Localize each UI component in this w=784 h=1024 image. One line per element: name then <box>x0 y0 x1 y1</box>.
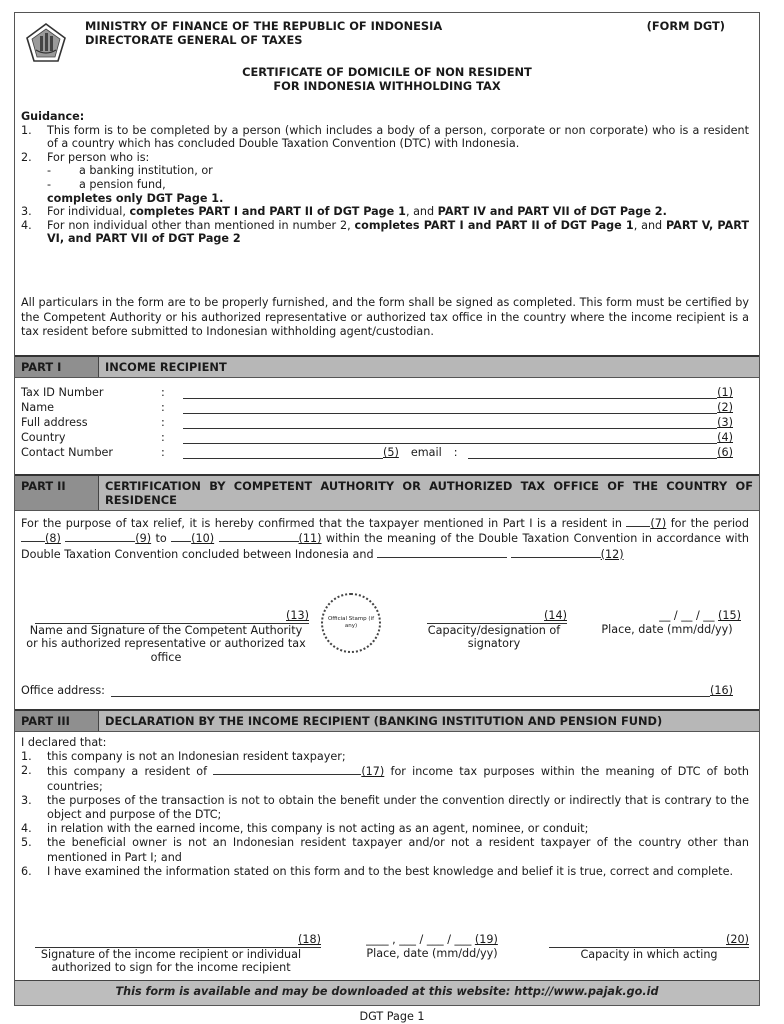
period-blank-10[interactable] <box>171 531 191 542</box>
item-text: this company a resident of (17) for income tax purposes within the meaning of DTC of both countries; <box>47 765 749 793</box>
declaration-item <box>21 794 749 822</box>
period-end-input[interactable] <box>219 531 299 542</box>
colon: : <box>161 416 165 429</box>
part3-label: PART III <box>15 711 99 731</box>
title-line-1: CERTIFICATE OF DOMICILE OF NON RESIDENT <box>242 65 532 79</box>
guidance-section <box>21 110 749 246</box>
field-number: (20) <box>726 933 749 946</box>
field-number: (13) <box>286 609 309 622</box>
page-number: DGT Page 1 <box>359 1010 425 1023</box>
statement-text: within the meaning of the Double Taxation Convention in accordance with Double Taxation Convention concluded between Indonesia and <box>21 532 749 561</box>
item-text: This form is to be completed by a person (which includes a body of a person, corporate or non corporate) who is a resident of a country which has concluded Double Taxation Convention (DTC) with Indonesia. <box>47 123 749 151</box>
capacity-acting <box>549 933 749 961</box>
statement-text: for the period <box>670 517 750 530</box>
field-label: Office address: <box>21 684 105 697</box>
part1-header <box>15 355 759 378</box>
signature-input[interactable] <box>35 609 309 624</box>
item-number: 2. <box>21 764 32 778</box>
part2-statement <box>21 516 749 562</box>
part1-title: INCOME RECIPIENT <box>105 360 227 374</box>
guidance-subitem: - a banking institution, or <box>47 164 213 178</box>
part2-label: PART II <box>15 476 99 510</box>
field-number: (19) <box>474 933 498 946</box>
item-text: in relation with the earned income, this company is not acting as an agent, nominee, or conduit; <box>47 822 589 836</box>
competent-authority-signature <box>23 609 309 664</box>
part3-declaration <box>21 736 749 879</box>
date-caption: Place, date (mm/dd/yy) <box>601 622 733 636</box>
item-number: 3. <box>21 205 32 219</box>
item-number: 4. <box>21 822 32 836</box>
item-text: For person who is: <box>47 150 150 164</box>
capacity-acting-input[interactable] <box>549 933 749 948</box>
recipient-date-input[interactable] <box>337 933 527 947</box>
item-number: 2. <box>21 150 32 164</box>
guidance-item <box>21 205 749 219</box>
part2-title: CERTIFICATION BY COMPETENT AUTHORITY OR AUTHORIZED TAX OFFICE OF THE COUNTRY OF RESIDENCE <box>105 479 753 507</box>
footer-note: This form is available and may be downloaded at this website: http://www.pajak.go.id <box>15 980 759 1005</box>
field-number: (3) <box>717 416 733 429</box>
item-text: For non individual other than mentioned in number 2, completes PART I and PART II of DGT Page 1, and PART V, PART VI, and PART VII of DGT Page 2 <box>47 218 750 246</box>
form-title <box>15 65 759 93</box>
guidance-subitem: - a pension fund, <box>47 177 166 191</box>
guidance-heading: Guidance: <box>21 110 85 123</box>
field-label: Name <box>21 401 55 414</box>
colon: : <box>161 401 165 414</box>
statement-text: For the purpose of tax relief, it is hereby confirmed that the taxpayer mentioned in Part I is a resident in <box>21 517 622 530</box>
item-number: 3. <box>21 793 32 807</box>
colon: : <box>161 446 165 459</box>
field-label: Country <box>21 431 66 444</box>
guidance-item <box>21 151 749 165</box>
country-input[interactable] <box>183 432 717 444</box>
field-tax-id <box>21 385 733 399</box>
guidance-item <box>21 124 749 151</box>
item-number: 5. <box>21 836 32 850</box>
contact-number-input[interactable] <box>183 447 383 459</box>
field-number: (4) <box>717 431 733 444</box>
item-text: the purposes of the transaction is not to obtain the benefit under the convention directly or indirectly that is contrary to the object and purpose of the DTC; <box>47 793 749 822</box>
instructions-paragraph: All particulars in the form are to be properly furnished, and the form shall be signed as completed. This form must be certified by the Competent Authority or his authorized representative or authorized tax office in the country where the income recipient is a tax resident before submitted to Indonesian withholding agent/custodian. <box>21 296 749 339</box>
email-input[interactable] <box>468 447 718 459</box>
directorate-name: DIRECTORATE GENERAL OF TAXES <box>85 33 303 47</box>
part3-header <box>15 709 759 732</box>
subitem-text: a banking institution, or <box>79 164 213 178</box>
office-address-field <box>21 683 733 697</box>
field-number: (15) <box>718 609 741 622</box>
item-number: 1. <box>21 123 32 137</box>
declaration-item <box>21 822 749 836</box>
field-label: Contact Number <box>21 446 114 459</box>
email-label: email <box>410 446 442 459</box>
resident-country-input[interactable] <box>213 764 361 775</box>
field-number: (7) <box>650 517 667 530</box>
treaty-country-input[interactable] <box>377 547 507 558</box>
field-number: (2) <box>717 401 733 414</box>
item-number: 6. <box>21 864 32 878</box>
declaration-item <box>21 865 749 879</box>
declaration-item <box>21 750 749 764</box>
recipient-signature-input[interactable] <box>35 933 321 948</box>
capacity-input[interactable] <box>427 609 567 624</box>
date-blank: ____ , ___ / ___ / ___ <box>366 933 472 946</box>
item-text: I have examined the information stated on this form and to the best knowledge and belief it is true, correct and complete. <box>47 864 734 878</box>
header-agency <box>85 19 442 47</box>
field-number: (10) <box>191 532 215 546</box>
item-text: this company is not an Indonesian resident taxpayer; <box>47 750 346 764</box>
guidance-bold-tail: completes only DGT Page 1. <box>47 191 224 205</box>
ministry-name: MINISTRY OF FINANCE OF THE REPUBLIC OF INDONESIA <box>85 19 443 33</box>
colon: : <box>161 431 165 444</box>
declaration-item <box>21 764 749 793</box>
field-name <box>21 400 733 414</box>
full-address-input[interactable] <box>183 417 717 429</box>
declaration-intro: I declared that: <box>21 736 107 749</box>
part1-label: PART I <box>15 357 99 377</box>
recipient-signature <box>21 933 321 975</box>
tax-id-input[interactable] <box>183 387 717 399</box>
subitem-text: a pension fund, <box>79 177 166 191</box>
title-line-2: FOR INDONESIA WITHHOLDING TAX <box>273 79 501 93</box>
stamp-text: Official Stamp (if any) <box>327 616 375 629</box>
field-full-address <box>21 415 733 429</box>
office-address-input[interactable] <box>111 685 710 697</box>
item-number: 4. <box>21 218 32 232</box>
guidance-item <box>21 219 749 246</box>
date-input[interactable] <box>587 609 747 623</box>
field-country <box>21 430 733 444</box>
item-number: 1. <box>21 750 32 764</box>
date-blank: __ / __ / __ <box>659 609 715 622</box>
field-number: (12) <box>600 547 624 561</box>
field-number: (8) <box>45 532 61 546</box>
colon: : <box>453 446 458 459</box>
part3-title: DECLARATION BY THE INCOME RECIPIENT (BANKING INSTITUTION AND PENSION FUND) <box>105 714 663 728</box>
field-number: (16) <box>710 684 733 697</box>
name-input[interactable] <box>183 402 717 414</box>
period-start-input[interactable] <box>65 531 135 542</box>
field-number: (11) <box>298 532 322 546</box>
field-number: (9) <box>135 532 152 546</box>
place-date <box>587 609 747 636</box>
form-page <box>14 12 760 1006</box>
declaration-item <box>21 836 749 864</box>
item-text: For individual, completes PART I and PART II of DGT Page 1, and PART IV and PART VII of DGT Page 2. <box>47 205 667 219</box>
statement-text: to <box>155 532 167 546</box>
signature-caption: Name and Signature of the Competent Authority or his authorized representative or authorized tax office <box>26 623 306 664</box>
capacity-caption: Capacity/designation of signatory <box>427 623 561 651</box>
capacity-caption: Capacity in which acting <box>580 947 718 961</box>
period-blank-8[interactable] <box>21 531 45 542</box>
part2-header <box>15 474 759 511</box>
field-number: (18) <box>298 933 321 946</box>
colon: : <box>161 386 165 399</box>
field-label: Tax ID Number <box>21 386 104 399</box>
capacity-designation <box>421 609 567 651</box>
ministry-emblem-icon <box>25 22 67 64</box>
treaty-country-input-cont[interactable] <box>511 547 601 558</box>
residence-country-input[interactable] <box>626 516 650 527</box>
field-number: (1) <box>717 386 733 399</box>
field-number: (14) <box>544 609 567 622</box>
recipient-place-date <box>337 933 527 960</box>
field-contact <box>21 445 733 459</box>
form-tag: (FORM DGT) <box>646 19 725 33</box>
field-number: (5) <box>383 446 399 459</box>
official-stamp-area <box>321 593 381 653</box>
date-caption: Place, date (mm/dd/yy) <box>366 946 498 960</box>
field-label: Full address <box>21 416 88 429</box>
field-number: (6) <box>717 446 733 459</box>
item-text: the beneficial owner is not an Indonesian resident taxpayer and/or not a resident taxpayer of the country other than mentioned in Part I; and <box>47 836 749 864</box>
signature-caption: Signature of the income recipient or individual authorized to sign for the income recipient <box>40 947 302 975</box>
